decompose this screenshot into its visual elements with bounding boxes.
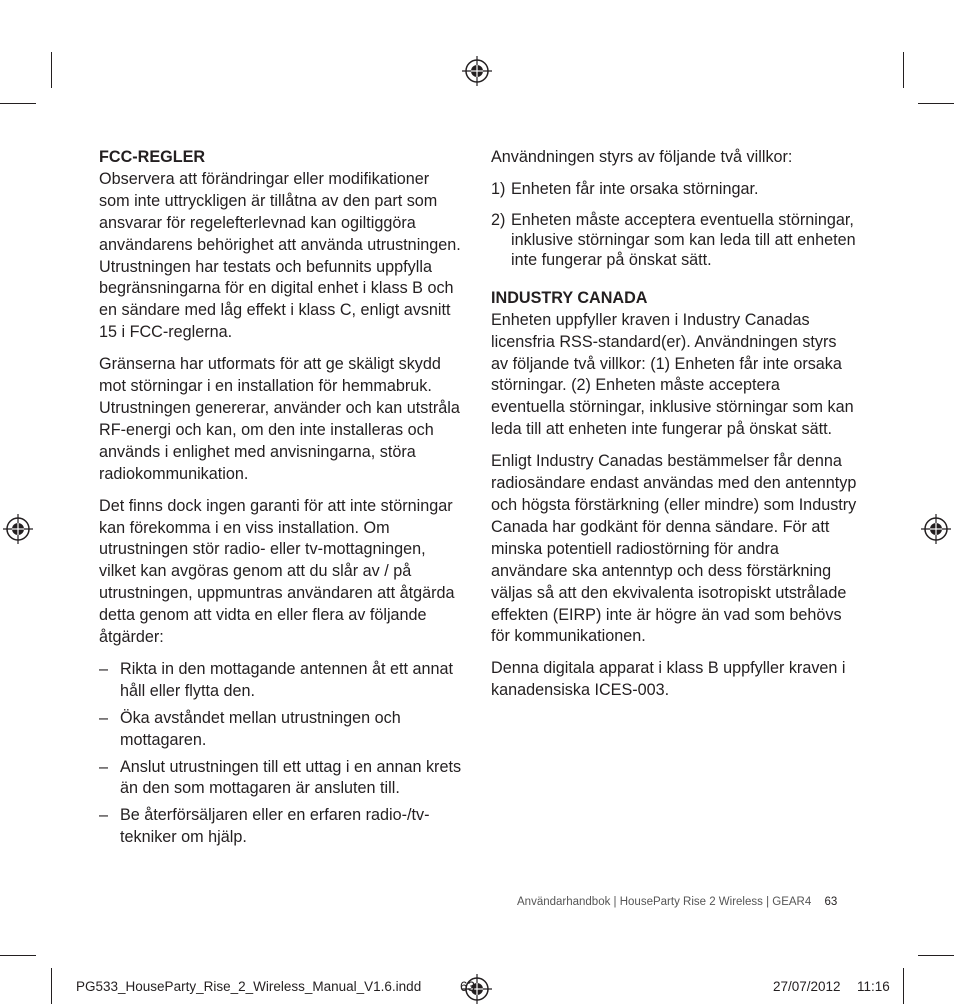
running-footer	[517, 896, 837, 908]
dash-bullet: –	[99, 806, 109, 825]
measures-list	[99, 659, 463, 849]
list-number: 2)	[491, 210, 506, 229]
crop-mark	[51, 968, 52, 1004]
list-item	[99, 757, 463, 801]
crop-mark	[903, 52, 904, 88]
list-item	[491, 210, 857, 270]
list-item-text: Be återförsäljaren eller en erfaren radio-/tv-tekniker om hjälp.	[120, 806, 430, 847]
crop-mark	[0, 103, 36, 104]
list-item	[99, 805, 463, 849]
dash-bullet: –	[99, 659, 109, 678]
fcc-heading: FCC-REGLER	[99, 148, 206, 166]
slug-page: 63	[460, 979, 476, 994]
ic-paragraph-3: Denna digitala apparat i klass B uppfyller kraven i kanadensiska ICES-003.	[491, 659, 846, 700]
dash-bullet: –	[99, 708, 109, 727]
slug-filename: PG533_HouseParty_Rise_2_Wireless_Manual_V1.6.indd	[76, 979, 422, 994]
dash-bullet: –	[99, 757, 109, 776]
list-item-text: Anslut utrustningen till ett uttag i en annan krets än den som mottagaren är ansluten till.	[120, 757, 462, 798]
fcc-paragraph-3: Det finns dock ingen garanti för att inte störningar kan förekomma i en viss installation. Om utrustningen stör radio- eller tv-mottagningen, vilket kan avgöras genom att du slår av / på utrustningen, uppmuntras användaren att åtgärda detta genom att vidta en eller flera av följande åtgärder:	[99, 496, 455, 647]
slug-date: 27/07/2012	[773, 979, 841, 994]
list-item-text: Enheten får inte orsaka störningar.	[511, 179, 759, 198]
fcc-section	[99, 147, 463, 344]
slug-time: 11:16	[857, 979, 890, 994]
conditions-intro: Användningen styrs av följande två villkor:	[491, 148, 793, 166]
registration-mark-icon	[462, 56, 492, 86]
list-item	[491, 179, 857, 201]
list-item-text: Rikta in den mottagande antennen åt ett annat håll eller flytta den.	[120, 659, 453, 700]
footer-text: Användarhandbok | HouseParty Rise 2 Wireless | GEAR4	[517, 896, 812, 908]
crop-mark	[903, 968, 904, 1004]
crop-mark	[918, 103, 954, 104]
list-item-text: Öka avståndet mellan utrustningen och mottagaren.	[120, 708, 401, 749]
industry-canada-section	[491, 288, 857, 441]
fcc-paragraph-2: Gränserna har utformats för att ge skäligt skydd mot störningar i en installation för hemmabruk. Utrustningen genererar, använder och kan utstråla RF-energi och kan, om den inte installeras och används i enlighet med anvisningarna, störa radiokommunikation.	[99, 355, 460, 483]
crop-mark	[51, 52, 52, 88]
left-column	[99, 147, 463, 854]
right-column	[491, 147, 857, 712]
registration-mark-icon	[3, 514, 33, 544]
crop-mark	[918, 955, 954, 956]
crop-mark	[0, 955, 36, 956]
fcc-paragraph-1: Observera att förändringar eller modifikationer som inte uttryckligen är tillåtna av den part som ansvarar för regelefterlevnad kan ogiltiggöra användarens behörighet att använda utrustningen. Utrustningen har testats och befunnits uppfylla begränsningarna för en digital enhet i klass B och en sändare med låg effekt i klass C, enligt avsnitt 15 i FCC-reglerna.	[99, 169, 461, 342]
ic-paragraph-2: Enligt Industry Canadas bestämmelser får denna radiosändare endast användas med den antenntyp och högsta förstärkning (eller mindre) som Industry Canada har godkänt för denna sändare. För att minska potentiell radiostörning för andra användare ska antenntyp och dess förstärkning väljas så att den ekvivalenta isotropiskt utstrålade effekten (EIRP) inte är högre än vad som behövs för kommunikationen.	[491, 452, 857, 646]
list-item-text: Enheten måste acceptera eventuella störningar, inklusive störningar som kan leda till att enheten inte fungerar på önskat sätt.	[511, 210, 856, 269]
registration-mark-icon	[921, 514, 951, 544]
list-item	[99, 659, 463, 703]
page-number: 63	[824, 896, 838, 908]
list-number: 1)	[491, 179, 506, 198]
list-item	[99, 708, 463, 752]
ic-paragraph-1: Enheten uppfyller kraven i Industry Canadas licensfria RSS-standard(er). Användningen styrs av följande två villkor: (1) Enheten får inte orsaka störningar. (2) Enheten måste acceptera eventuella störningar, inklusive störningar som kan leda till att enheten inte fungerar på önskat sätt.	[491, 310, 854, 439]
industry-canada-heading: INDUSTRY CANADA	[491, 288, 648, 307]
